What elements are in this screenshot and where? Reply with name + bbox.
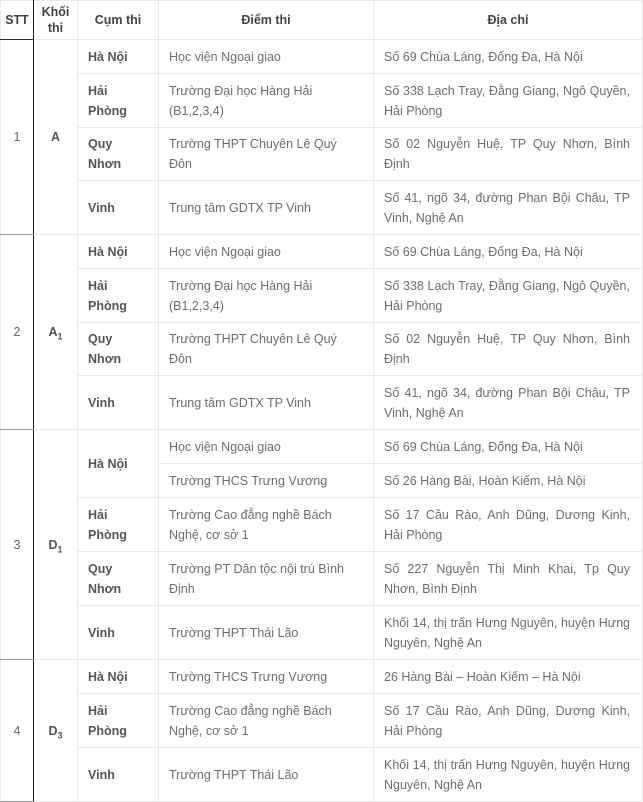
table-body (1, 40, 643, 802)
table-row (1, 430, 643, 464)
cum-thi-cell: Quy Nhơn (78, 128, 159, 181)
dia-chi-cell: Khối 14, thị trấn Hưng Nguyên, huyện Hưng Nguyên, Nghệ An (374, 748, 643, 802)
stt-cell: 4 (1, 660, 34, 802)
col-header-khoi-thi: Khối thi (34, 1, 78, 40)
cum-thi-cell: Vinh (78, 376, 159, 430)
dia-chi-cell: Số 02 Nguyễn Huệ, TP Quy Nhơn, Bình Định (374, 128, 643, 181)
col-header-diem-thi: Điểm thi (159, 1, 374, 40)
col-header-dia-chi: Địa chỉ (374, 1, 643, 40)
diem-thi-cell: Trường PT Dân tộc nội trú Bình Định (159, 552, 374, 606)
diem-thi-cell: Trường Cao đẳng nghề Bách Nghệ, cơ sở 1 (159, 498, 374, 552)
dia-chi-cell: Số 41, ngõ 34, đường Phan Bội Châu, TP Vinh, Nghệ An (374, 376, 643, 430)
table-row (1, 748, 643, 802)
table-row (1, 181, 643, 235)
diem-thi-cell: Trường THPT Chuyên Lê Quý Đôn (159, 323, 374, 376)
dia-chi-cell: Số 17 Cầu Rào, Anh Dũng, Dương Kinh, Hải Phòng (374, 694, 643, 748)
diem-thi-cell: Trường THPT Chuyên Lê Quý Đôn (159, 128, 374, 181)
khoi-subscript: 1 (57, 544, 63, 554)
cum-thi-cell: Vinh (78, 748, 159, 802)
diem-thi-cell: Trường Cao đẳng nghề Bách Nghệ, cơ sở 1 (159, 694, 374, 748)
khoi-subscript: 1 (57, 331, 63, 342)
table-row (1, 269, 643, 323)
khoi-base: D (48, 723, 58, 738)
table-row (1, 660, 643, 694)
khoi-base: A (50, 130, 61, 144)
diem-thi-cell: Trường Đại học Hàng Hải (B1,2,3,4) (159, 74, 374, 128)
dia-chi-cell: Khối 14, thị trấn Hưng Nguyên, huyện Hưng Nguyên, Nghệ An (374, 606, 643, 660)
dia-chi-cell: Số 69 Chùa Láng, Đống Đa, Hà Nội (374, 235, 643, 269)
khoi-thi-cell (34, 235, 78, 430)
diem-thi-cell: Trường THCS Trưng Vương (159, 464, 374, 498)
stt-cell: 2 (1, 235, 34, 430)
cum-thi-cell: Hà Nội (78, 40, 159, 74)
dia-chi-cell: Số 02 Nguyễn Huệ, TP Quy Nhơn, Bình Định (374, 323, 643, 376)
cum-thi-cell: Hà Nội (78, 235, 159, 269)
table-header (1, 1, 643, 40)
dia-chi-cell: Số 227 Nguyễn Thị Minh Khai, Tp Quy Nhơn, Bình Định (374, 552, 643, 606)
table-row (1, 498, 643, 552)
dia-chi-cell: Số 69 Chùa Láng, Đống Đa, Hà Nội (374, 430, 643, 464)
khoi-thi-cell (34, 430, 78, 660)
khoi-thi-cell (34, 660, 78, 802)
table-row (1, 606, 643, 660)
table-row (1, 376, 643, 430)
cum-thi-cell: Hải Phòng (78, 74, 159, 128)
header-row (1, 1, 643, 40)
col-header-cum-thi: Cụm thi (78, 1, 159, 40)
khoi-subscript: 3 (57, 730, 63, 740)
dia-chi-cell: Số 338 Lạch Tray, Đằng Giang, Ngô Quyền, Hải Phòng (374, 269, 643, 323)
dia-chi-cell: Số 41, ngõ 34, đường Phan Bội Châu, TP Vinh, Nghệ An (374, 181, 643, 235)
diem-thi-cell: Trường THPT Thái Lão (159, 606, 374, 660)
dia-chi-cell: Số 26 Hàng Bài, Hoàn Kiếm, Hà Nội (374, 464, 643, 498)
diem-thi-cell: Học viện Ngoại giao (159, 40, 374, 74)
diem-thi-cell: Trường THPT Thái Lão (159, 748, 374, 802)
diem-thi-cell: Học viện Ngoại giao (159, 430, 374, 464)
khoi-base: A (48, 325, 58, 339)
cum-thi-cell: Vinh (78, 606, 159, 660)
cum-thi-cell: Quy Nhơn (78, 552, 159, 606)
dia-chi-cell: Số 17 Cầu Rào, Anh Dũng, Dương Kinh, Hải Phòng (374, 498, 643, 552)
col-header-stt: STT (1, 1, 34, 40)
khoi-thi-cell (34, 40, 78, 235)
dia-chi-cell: Số 338 Lạch Tray, Đằng Giang, Ngô Quyền, Hải Phòng (374, 74, 643, 128)
diem-thi-cell: Trường Đại học Hàng Hải (B1,2,3,4) (159, 269, 374, 323)
cum-thi-cell: Hải Phòng (78, 694, 159, 748)
cum-thi-cell: Hà Nội (78, 430, 159, 498)
table-row (1, 323, 643, 376)
table-row (1, 40, 643, 74)
dia-chi-cell: 26 Hàng Bài – Hoàn Kiếm – Hà Nội (374, 660, 643, 694)
cum-thi-cell: Hải Phòng (78, 269, 159, 323)
diem-thi-cell: Trường THCS Trưng Vương (159, 660, 374, 694)
cum-thi-cell: Hải Phòng (78, 498, 159, 552)
diem-thi-cell: Trung tâm GDTX TP Vinh (159, 181, 374, 235)
cum-thi-cell: Quy Nhơn (78, 323, 159, 376)
khoi-base: D (48, 537, 58, 552)
diem-thi-cell: Học viện Ngoại giao (159, 235, 374, 269)
stt-cell: 1 (1, 40, 34, 235)
stt-cell: 3 (1, 430, 34, 660)
diem-thi-cell: Trung tâm GDTX TP Vinh (159, 376, 374, 430)
table-row (1, 694, 643, 748)
cum-thi-cell: Hà Nội (78, 660, 159, 694)
table-row (1, 552, 643, 606)
cum-thi-cell: Vinh (78, 181, 159, 235)
table-row (1, 128, 643, 181)
table-row (1, 235, 643, 269)
dia-chi-cell: Số 69 Chùa Láng, Đống Đa, Hà Nội (374, 40, 643, 74)
table-row (1, 74, 643, 128)
